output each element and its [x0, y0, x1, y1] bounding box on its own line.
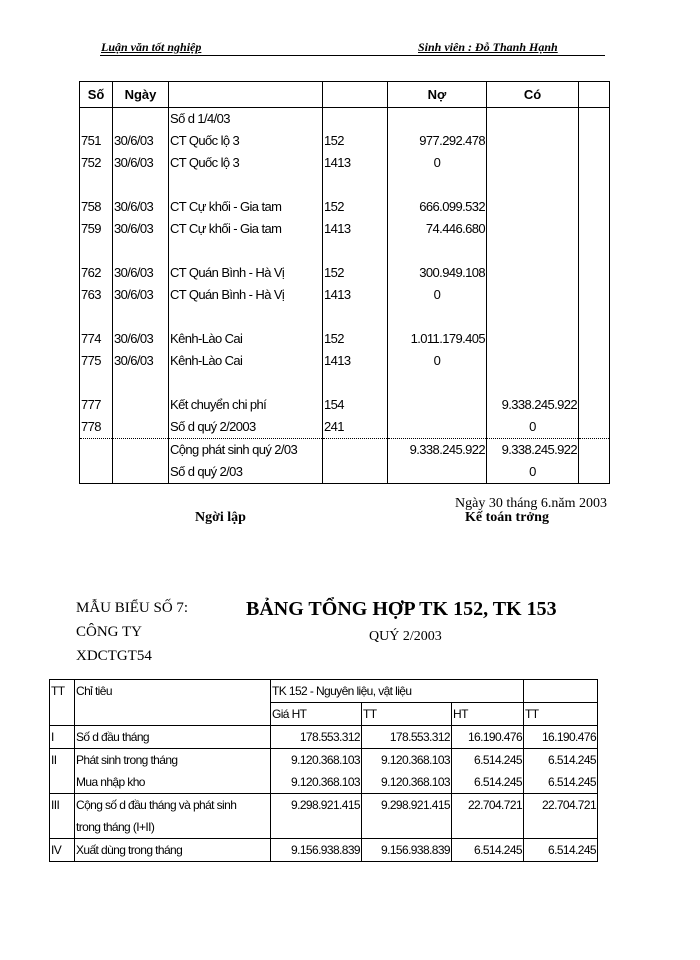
- ledger-cell: [169, 174, 323, 196]
- ledger-cell: CT Cự khối - Gia tam: [169, 218, 323, 240]
- ledger-cell: 74.446.680: [388, 218, 487, 240]
- col-so: Số: [80, 82, 113, 108]
- ledger-cell: CT Quán Bình - Hà Vị: [169, 284, 323, 306]
- ledger-cell: [579, 108, 610, 131]
- summary-cell: [524, 816, 598, 839]
- col-dien-giai: [169, 82, 323, 108]
- ledger-cell: [169, 240, 323, 262]
- summary-col-tk152: TK 152 - Nguyên liệu, vật liệu: [271, 680, 524, 703]
- summary-cell: 9.298.921.415: [271, 794, 362, 817]
- ledger-cell: [113, 461, 169, 484]
- ledger-cell: 1.011.179.405: [388, 328, 487, 350]
- ledger-cell: 30/6/03: [113, 262, 169, 284]
- ledger-cell: 777: [80, 394, 113, 416]
- ledger-cell: 0: [487, 416, 579, 439]
- summary-cell: I: [50, 726, 75, 749]
- ledger-cell: [487, 350, 579, 372]
- ledger-cell: [323, 439, 388, 462]
- ledger-cell: [579, 240, 610, 262]
- col-no: Nợ: [388, 82, 487, 108]
- ledger-cell: [579, 350, 610, 372]
- summary-row: [50, 749, 598, 772]
- ledger-cell: [113, 372, 169, 394]
- summary-row: [50, 726, 598, 749]
- ledger-cell: [80, 108, 113, 131]
- ledger-cell: [579, 262, 610, 284]
- ledger-row: [80, 306, 610, 328]
- ledger-body: [80, 108, 610, 484]
- ledger-cell: [487, 130, 579, 152]
- summary-cell: 9.120.368.103: [271, 749, 362, 772]
- ledger-cell: 775: [80, 350, 113, 372]
- ledger-cell: 0: [388, 152, 487, 174]
- ledger-cell: 30/6/03: [113, 196, 169, 218]
- ledger-cell: [579, 372, 610, 394]
- ledger-cell: [113, 306, 169, 328]
- summary-cell: [50, 771, 75, 794]
- form-title: BẢNG TỔNG HỢP TK 152, TK 153: [246, 598, 557, 620]
- ledger-cell: [579, 284, 610, 306]
- ledger-cell: 30/6/03: [113, 350, 169, 372]
- ledger-row: [80, 108, 610, 131]
- ledger-cell: [388, 306, 487, 328]
- ledger-cell: 300.949.108: [388, 262, 487, 284]
- ledger-cell: [388, 108, 487, 131]
- summary-header-row-2: [50, 703, 598, 726]
- ledger-row: [80, 174, 610, 196]
- col-tk: [323, 82, 388, 108]
- ledger-cell: 152: [323, 328, 388, 350]
- ledger-cell: CT Quán Bình - Hà Vị: [169, 262, 323, 284]
- ledger-cell: 752: [80, 152, 113, 174]
- ledger-cell: 1413: [323, 350, 388, 372]
- ledger-cell: 1413: [323, 284, 388, 306]
- ledger-row: [80, 196, 610, 218]
- ledger-cell: 0: [388, 350, 487, 372]
- header-rule: [100, 55, 605, 56]
- summary-cell: Mua nhập kho: [75, 771, 271, 794]
- ledger-cell: 152: [323, 262, 388, 284]
- ledger-cell: 30/6/03: [113, 130, 169, 152]
- ledger-cell: [113, 439, 169, 462]
- ledger-cell: Kênh-Lào Cai: [169, 328, 323, 350]
- ledger-row: [80, 461, 610, 484]
- signature-date: Ngày 30 tháng 6.năm 2003: [455, 496, 608, 511]
- ledger-cell: [80, 306, 113, 328]
- ledger-cell: [113, 394, 169, 416]
- summary-cell: [50, 816, 75, 839]
- ledger-cell: [579, 130, 610, 152]
- ledger-cell: [323, 240, 388, 262]
- ledger-cell: [323, 372, 388, 394]
- summary-cell: 6.514.245: [452, 839, 524, 862]
- ledger-row: [80, 328, 610, 350]
- ledger-header-row: [80, 82, 610, 108]
- summary-cell: 22.704.721: [452, 794, 524, 817]
- summary-cell: Phát sinh trong tháng: [75, 749, 271, 772]
- ledger-cell: [487, 240, 579, 262]
- ledger-cell: [323, 108, 388, 131]
- ledger-cell: 152: [323, 130, 388, 152]
- summary-row: [50, 771, 598, 794]
- summary-cell: III: [50, 794, 75, 817]
- ledger-cell: CT Cự khối - Gia tam: [169, 196, 323, 218]
- ledger-cell: Số d 1/4/03: [169, 108, 323, 131]
- ledger-cell: [388, 174, 487, 196]
- ledger-row: [80, 284, 610, 306]
- summary-row: [50, 794, 598, 817]
- ledger-cell: 1413: [323, 218, 388, 240]
- ledger-cell: [487, 372, 579, 394]
- summary-cell: 9.156.938.839: [362, 839, 452, 862]
- ledger-cell: [323, 461, 388, 484]
- ledger-cell: [388, 240, 487, 262]
- ledger-cell: [579, 439, 610, 462]
- ledger-cell: [579, 152, 610, 174]
- ledger-cell: [80, 174, 113, 196]
- summary-cell: 6.514.245: [452, 749, 524, 772]
- summary-cell: 9.120.368.103: [271, 771, 362, 794]
- ledger-row: [80, 218, 610, 240]
- ledger-cell: 758: [80, 196, 113, 218]
- ledger-cell: 30/6/03: [113, 328, 169, 350]
- summary-cell: 9.156.938.839: [271, 839, 362, 862]
- ledger-cell: [579, 218, 610, 240]
- ledger-cell: [487, 108, 579, 131]
- col-ngay: Ngày: [113, 82, 169, 108]
- ledger-cell: Cộng phát sinh quý 2/03: [169, 439, 323, 462]
- signature-right: Kế toán trởng: [465, 510, 549, 525]
- ledger-row: [80, 262, 610, 284]
- ledger-cell: [487, 284, 579, 306]
- ledger-cell: [80, 439, 113, 462]
- ledger-row: [80, 416, 610, 439]
- ledger-cell: [579, 328, 610, 350]
- ledger-cell: Số d quý 2/2003: [169, 416, 323, 439]
- ledger-cell: Số d quý 2/03: [169, 461, 323, 484]
- ledger-row: [80, 152, 610, 174]
- ledger-cell: Kết chuyển chi phí: [169, 394, 323, 416]
- ledger-cell: [80, 461, 113, 484]
- header-right: Sinh viên : Đỗ Thanh Hạnh: [418, 40, 558, 54]
- summary-cell: [271, 816, 362, 839]
- summary-cell: 16.190.476: [524, 726, 598, 749]
- summary-cell: 16.190.476: [452, 726, 524, 749]
- summary-cell: 6.514.245: [452, 771, 524, 794]
- ledger-cell: 759: [80, 218, 113, 240]
- ledger-cell: 154: [323, 394, 388, 416]
- ledger-cell: 9.338.245.922: [388, 439, 487, 462]
- form-label-3: XDCTGT54: [76, 648, 152, 664]
- summary-cell: 9.120.368.103: [362, 771, 452, 794]
- summary-cell: 6.514.245: [524, 749, 598, 772]
- summary-cell: 22.704.721: [524, 794, 598, 817]
- ledger-cell: 0: [487, 461, 579, 484]
- ledger-cell: 152: [323, 196, 388, 218]
- ledger-cell: [80, 240, 113, 262]
- ledger-cell: 778: [80, 416, 113, 439]
- ledger-cell: CT Quốc lộ 3: [169, 152, 323, 174]
- ledger-cell: [579, 461, 610, 484]
- summary-cell: 9.120.368.103: [362, 749, 452, 772]
- summary-cell: IV: [50, 839, 75, 862]
- summary-col-blank: [524, 680, 598, 703]
- summary-col-tt: TT: [50, 680, 75, 703]
- ledger-cell: [113, 416, 169, 439]
- summary-cell: Xuất dùng trong tháng: [75, 839, 271, 862]
- ledger-cell: [323, 174, 388, 196]
- ledger-cell: [487, 306, 579, 328]
- ledger-cell: [388, 461, 487, 484]
- ledger-cell: [579, 196, 610, 218]
- ledger-cell: [487, 262, 579, 284]
- ledger-cell: [579, 394, 610, 416]
- col-co: Có: [487, 82, 579, 108]
- ledger-cell: CT Quốc lộ 3: [169, 130, 323, 152]
- ledger-cell: 763: [80, 284, 113, 306]
- summary-body: [50, 726, 598, 862]
- ledger-cell: 30/6/03: [113, 152, 169, 174]
- ledger-cell: [487, 196, 579, 218]
- ledger-row: [80, 240, 610, 262]
- ledger-cell: [113, 174, 169, 196]
- summary-cell: [362, 816, 452, 839]
- ledger-cell: 977.292.478: [388, 130, 487, 152]
- ledger-cell: 241: [323, 416, 388, 439]
- ledger-cell: [579, 416, 610, 439]
- signature-left: Ngời lập: [195, 510, 246, 525]
- ledger-cell: [487, 174, 579, 196]
- ledger-cell: 762: [80, 262, 113, 284]
- summary-cell: trong tháng (I+II): [75, 816, 271, 839]
- ledger-cell: 774: [80, 328, 113, 350]
- summary-sub-tt1: TT: [362, 703, 452, 726]
- form-label-2: CÔNG TY: [76, 624, 142, 640]
- ledger-row: [80, 350, 610, 372]
- ledger-row: [80, 439, 610, 462]
- ledger-cell: [388, 394, 487, 416]
- ledger-cell: [169, 306, 323, 328]
- ledger-cell: [169, 372, 323, 394]
- summary-sub-giaht: Giá HT: [271, 703, 362, 726]
- summary-row: [50, 839, 598, 862]
- header-left: Luận văn tốt nghiệp: [101, 40, 202, 54]
- ledger-cell: [80, 372, 113, 394]
- col-blank: [579, 82, 610, 108]
- summary-cell: II: [50, 749, 75, 772]
- summary-header-row-1: [50, 680, 598, 703]
- ledger-cell: [113, 108, 169, 131]
- ledger-cell: [487, 328, 579, 350]
- summary-row: [50, 816, 598, 839]
- ledger-cell: 666.099.532: [388, 196, 487, 218]
- summary-cell: Số d đầu tháng: [75, 726, 271, 749]
- ledger-cell: [487, 152, 579, 174]
- form-label-1: MẪU BIỂU SỐ 7:: [76, 600, 189, 616]
- summary-col-chitieu: Chỉ tiêu: [75, 680, 271, 703]
- ledger-row: [80, 372, 610, 394]
- ledger-cell: [579, 174, 610, 196]
- ledger-cell: [323, 306, 388, 328]
- ledger-cell: 0: [388, 284, 487, 306]
- ledger-cell: [388, 372, 487, 394]
- summary-cell: Cộng số d đầu tháng và phát sinh: [75, 794, 271, 817]
- ledger-cell: Kênh-Lào Cai: [169, 350, 323, 372]
- ledger-cell: 9.338.245.922: [487, 394, 579, 416]
- ledger-cell: [487, 218, 579, 240]
- ledger-cell: [388, 416, 487, 439]
- ledger-row: [80, 130, 610, 152]
- ledger-row: [80, 394, 610, 416]
- summary-table: [49, 679, 598, 862]
- ledger-cell: 30/6/03: [113, 284, 169, 306]
- ledger-cell: [113, 240, 169, 262]
- ledger-cell: 751: [80, 130, 113, 152]
- form-subtitle: QUÝ 2/2003: [369, 629, 442, 644]
- ledger-cell: 30/6/03: [113, 218, 169, 240]
- summary-cell: 9.298.921.415: [362, 794, 452, 817]
- summary-cell: 6.514.245: [524, 771, 598, 794]
- summary-cell: 178.553.312: [271, 726, 362, 749]
- summary-cell: 178.553.312: [362, 726, 452, 749]
- summary-sub-tt2: TT: [524, 703, 598, 726]
- ledger-table: [79, 81, 610, 484]
- ledger-cell: 9.338.245.922: [487, 439, 579, 462]
- summary-sub-ht: HT: [452, 703, 524, 726]
- summary-cell: [452, 816, 524, 839]
- ledger-cell: [579, 306, 610, 328]
- ledger-cell: 1413: [323, 152, 388, 174]
- summary-cell: 6.514.245: [524, 839, 598, 862]
